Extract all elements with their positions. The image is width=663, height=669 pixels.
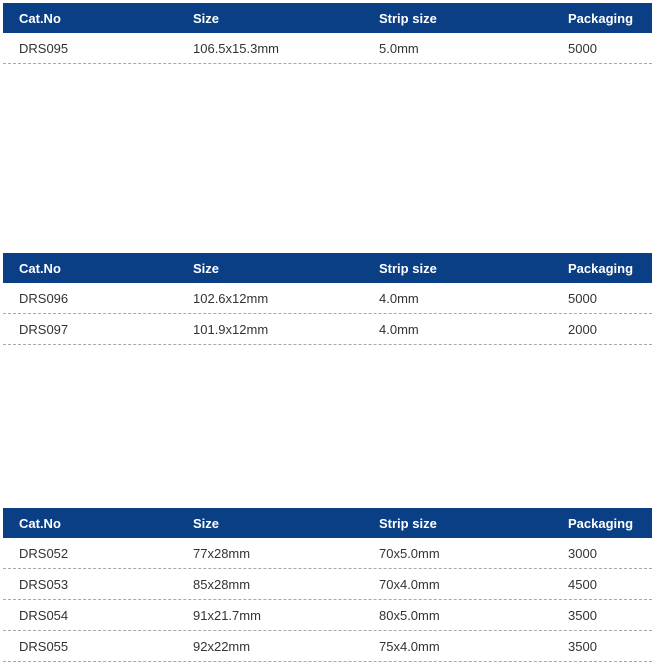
packaging-cell: 2000 bbox=[568, 321, 597, 337]
product-spec-table-3 bbox=[3, 508, 652, 662]
packaging-cell: 4500 bbox=[568, 576, 597, 592]
size-cell: 101.9x12mm bbox=[193, 321, 269, 337]
packaging-cell: 3500 bbox=[568, 638, 597, 654]
cat-no-cell: DRS053 bbox=[19, 576, 69, 592]
cat-no-cell: DRS054 bbox=[19, 607, 69, 623]
header-size: Size bbox=[193, 260, 220, 276]
cat-no-cell: DRS095 bbox=[19, 40, 69, 56]
header-strip-size: Strip size bbox=[379, 515, 437, 531]
table-header bbox=[3, 508, 652, 538]
strip-size-cell: 80x5.0mm bbox=[379, 607, 440, 623]
strip-size-cell: 4.0mm bbox=[379, 290, 419, 306]
size-cell: 91x21.7mm bbox=[193, 607, 261, 623]
cat-no-cell: DRS055 bbox=[19, 638, 69, 654]
cat-no-cell: DRS096 bbox=[19, 290, 69, 306]
table-row bbox=[3, 33, 652, 64]
size-cell: 106.5x15.3mm bbox=[193, 40, 279, 56]
header-packaging: Packaging bbox=[568, 260, 634, 276]
table-header bbox=[3, 3, 652, 33]
size-cell: 85x28mm bbox=[193, 576, 251, 592]
product-spec-table-2 bbox=[3, 253, 652, 345]
table-row bbox=[3, 600, 652, 631]
size-cell: 92x22mm bbox=[193, 638, 251, 654]
header-packaging: Packaging bbox=[568, 515, 634, 531]
product-spec-table-1 bbox=[3, 3, 652, 64]
strip-size-cell: 70x5.0mm bbox=[379, 545, 440, 561]
strip-size-cell: 5.0mm bbox=[379, 40, 419, 56]
table-row bbox=[3, 569, 652, 600]
strip-size-cell: 4.0mm bbox=[379, 321, 419, 337]
packaging-cell: 3500 bbox=[568, 607, 597, 623]
header-strip-size: Strip size bbox=[379, 260, 437, 276]
header-cat-no: Cat.No bbox=[19, 515, 61, 531]
cat-no-cell: DRS097 bbox=[19, 321, 69, 337]
size-cell: 77x28mm bbox=[193, 545, 251, 561]
packaging-cell: 5000 bbox=[568, 290, 597, 306]
packaging-cell: 5000 bbox=[568, 40, 597, 56]
table-row bbox=[3, 283, 652, 314]
header-packaging: Packaging bbox=[568, 10, 634, 26]
strip-size-cell: 70x4.0mm bbox=[379, 576, 440, 592]
strip-size-cell: 75x4.0mm bbox=[379, 638, 440, 654]
table-row bbox=[3, 631, 652, 662]
header-size: Size bbox=[193, 10, 220, 26]
header-cat-no: Cat.No bbox=[19, 260, 61, 276]
header-cat-no: Cat.No bbox=[19, 10, 61, 26]
table-row bbox=[3, 314, 652, 345]
table-row bbox=[3, 538, 652, 569]
table-header bbox=[3, 253, 652, 283]
header-size: Size bbox=[193, 515, 220, 531]
size-cell: 102.6x12mm bbox=[193, 290, 269, 306]
packaging-cell: 3000 bbox=[568, 545, 597, 561]
cat-no-cell: DRS052 bbox=[19, 545, 69, 561]
header-strip-size: Strip size bbox=[379, 10, 437, 26]
